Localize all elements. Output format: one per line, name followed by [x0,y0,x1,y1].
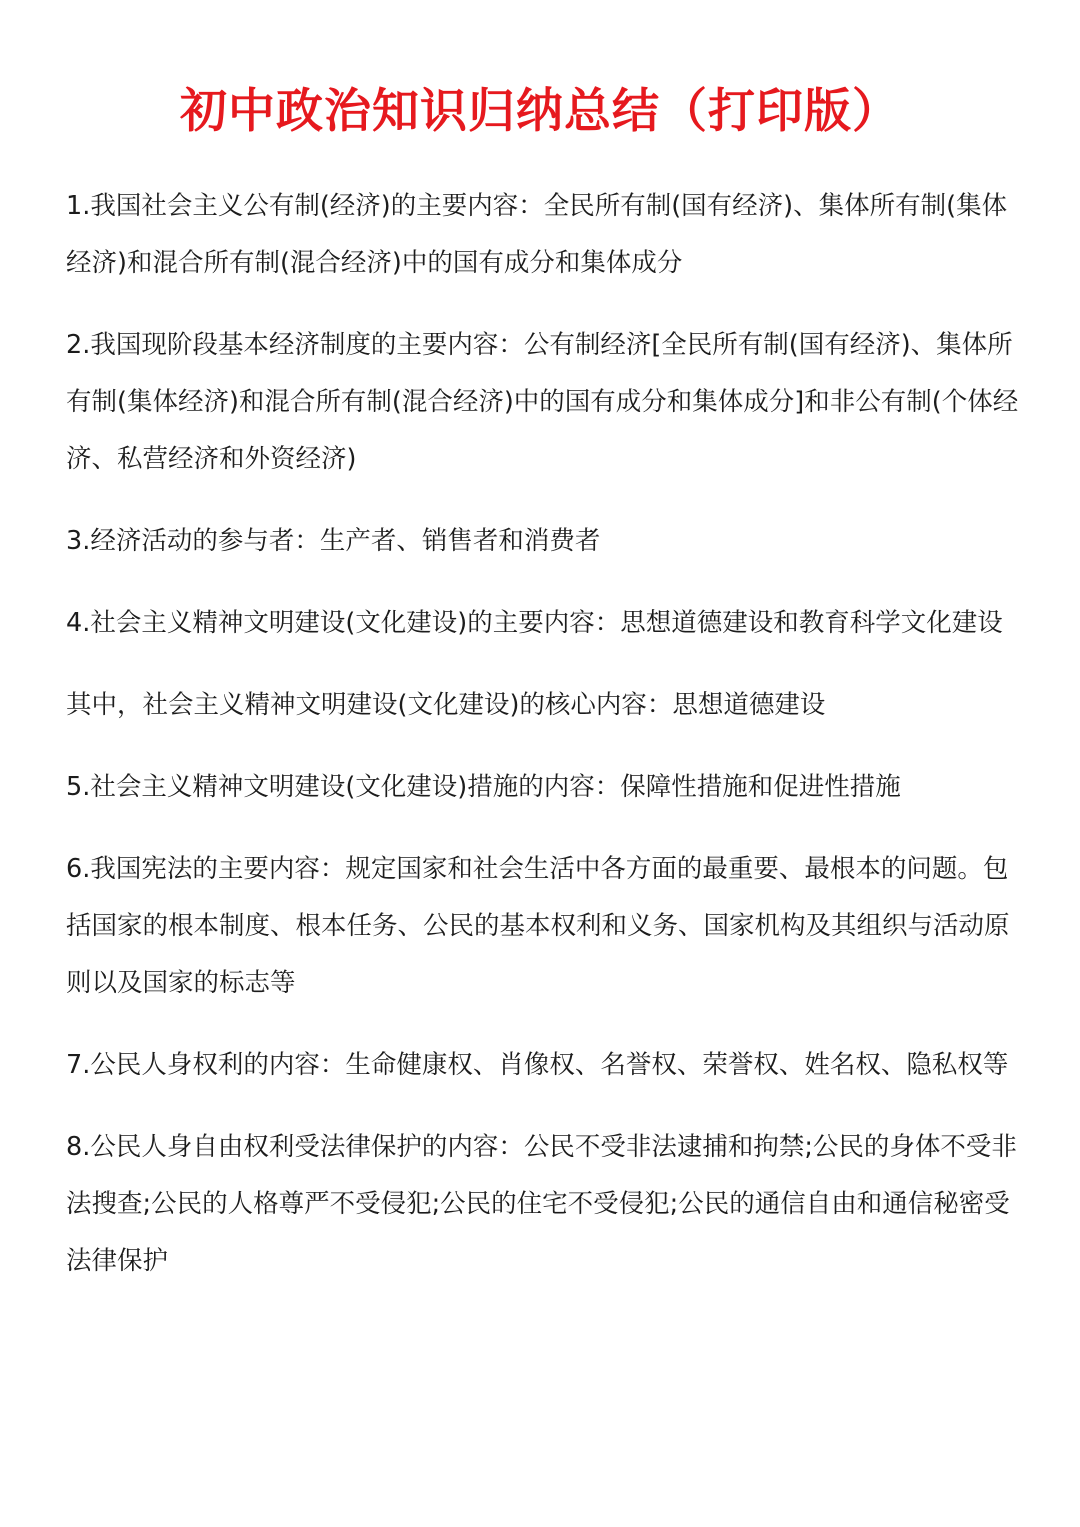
paragraph-6: 6.我国宪法的主要内容：规定国家和社会生活中各方面的最重要、最根本的问题。包括国家的根本制度、根本任务、公民的基本权利和义务、国家机构及其组织与活动原则以及国家的标志等 [66,854,1010,998]
content-body [66,178,1026,1290]
paragraph-8: 8.公民人身自由权利受法律保护的内容：公民不受非法逮捕和拘禁;公民的身体不受非法搜查;公民的人格尊严不受侵犯;公民的住宅不受侵犯;公民的通信自由和通信秘密受法律保护 [66,1132,1017,1276]
paragraph-5: 5.社会主义精神文明建设(文化建设)措施的内容：保障性措施和促进性措施 [66,772,901,802]
paragraph-7: 7.公民人身权利的内容：生命健康权、肖像权、名誉权、荣誉权、姓名权、隐私权等 [66,1050,1009,1080]
paragraph-2: 2.我国现阶段基本经济制度的主要内容：公有制经济[全民所有制(国有经济)、集体所有制(集体经济)和混合所有制(混合经济)中的国有成分和集体成分]和非公有制(个体经济、私营经济和外资经济) [66,330,1019,474]
page-title: 初中政治知识归纳总结（打印版） [180,84,900,139]
paragraph-4-note: 其中，社会主义精神文明建设(文化建设)的核心内容：思想道德建设 [66,690,826,720]
paragraph-1: 1.我国社会主义公有制(经济)的主要内容：全民所有制(国有经济)、集体所有制(集体经济)和混合所有制(混合经济)中的国有成分和集体成分 [66,191,1008,278]
paragraph-3: 3.经济活动的参与者：生产者、销售者和消费者 [66,526,601,556]
paragraph-4: 4.社会主义精神文明建设(文化建设)的主要内容：思想道德建设和教育科学文化建设 [66,608,1003,638]
